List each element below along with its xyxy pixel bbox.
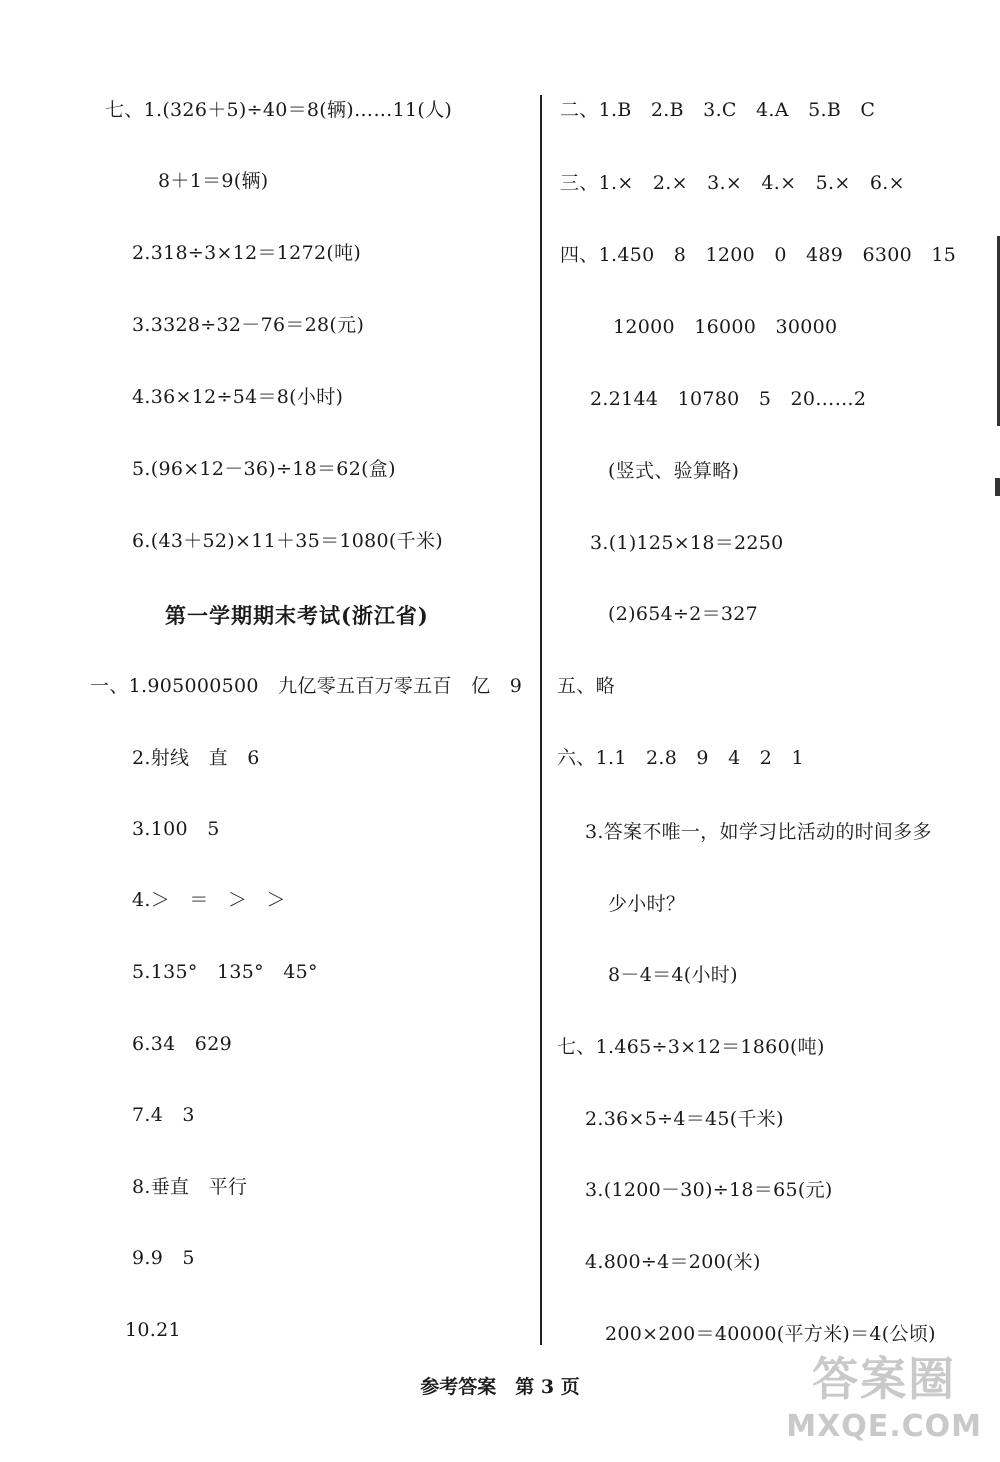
answer-line: 6.(43＋52)×11＋35＝1080(千米) xyxy=(132,530,443,552)
answer-line: 8－4＝4(小时) xyxy=(608,964,738,986)
answer-line: 少小时？ xyxy=(608,893,686,915)
answer-line: 3.100 5 xyxy=(132,818,220,840)
answer-line: 6.34 629 xyxy=(132,1033,232,1055)
answer-line: 2.36×5÷4＝45(千米) xyxy=(585,1108,784,1130)
answer-line: 3.(1200－30)÷18＝65(元) xyxy=(585,1179,833,1201)
answer-line: 3.3328÷32－76＝28(元) xyxy=(132,314,365,336)
watermark-text: 答案圈 xyxy=(812,1352,957,1406)
answer-line: 12000 16000 30000 xyxy=(613,316,838,338)
answer-line: 9.9 5 xyxy=(132,1247,195,1269)
answer-line: 2.2144 10780 5 20……2 xyxy=(590,388,867,410)
answer-line: 8＋1＝9(辆) xyxy=(158,170,269,192)
column-divider xyxy=(540,95,542,1345)
answer-line: 3.(1)125×18＝2250 xyxy=(590,532,784,554)
answer-line: 5.135° 135° 45° xyxy=(132,961,318,983)
answer-line: 7.4 3 xyxy=(132,1104,195,1126)
answer-line: 四、1.450 8 1200 0 489 6300 15 xyxy=(560,244,957,266)
answer-line: 10.21 xyxy=(125,1319,181,1341)
answer-line: 三、1.× 2.× 3.× 4.× 5.× 6.× xyxy=(560,172,905,194)
watermark-url: MXQE.COM xyxy=(786,1409,982,1444)
answer-line: 8.垂直 平行 xyxy=(132,1176,248,1198)
answer-line: 七、1.465÷3×12＝1860(吨) xyxy=(557,1036,825,1058)
answer-line: 2.318÷3×12＝1272(吨) xyxy=(132,242,362,264)
answer-line: 2.射线 直 6 xyxy=(132,747,260,769)
answer-line: 4.36×12÷54＝8(小时) xyxy=(132,386,344,408)
answer-line: 五、略 xyxy=(557,675,615,697)
answer-line: 4.800÷4＝200(米) xyxy=(585,1251,761,1273)
answer-line: (竖式、验算略) xyxy=(608,460,740,482)
answer-line: (2)654÷2＝327 xyxy=(608,603,759,625)
answer-line: 5.(96×12－36)÷18＝62(盒) xyxy=(132,458,396,480)
answer-line: 200×200＝40000(平方米)＝4(公顷) xyxy=(605,1323,936,1345)
site-watermark-logo xyxy=(786,1343,982,1444)
answer-line: 二、1.B 2.B 3.C 4.A 5.B C xyxy=(560,99,876,121)
answer-line: 3.答案不唯一，如学习比活动的时间多多 xyxy=(585,821,932,843)
answer-line: 一、1.905000500 九亿零五百万零五百 亿 9 xyxy=(90,675,523,697)
answer-line: 七、1.(326＋5)÷40＝8(辆)……11(人) xyxy=(105,99,453,121)
answer-line: 4.＞ ＝ ＞ ＞ xyxy=(132,889,286,911)
answer-line: 六、1.1 2.8 9 4 2 1 xyxy=(557,747,804,769)
scan-edge-mark xyxy=(995,478,1000,496)
page-footer: 参考答案 第 3 页 xyxy=(420,1376,580,1398)
section-heading: 第一学期期末考试(浙江省) xyxy=(165,603,429,628)
